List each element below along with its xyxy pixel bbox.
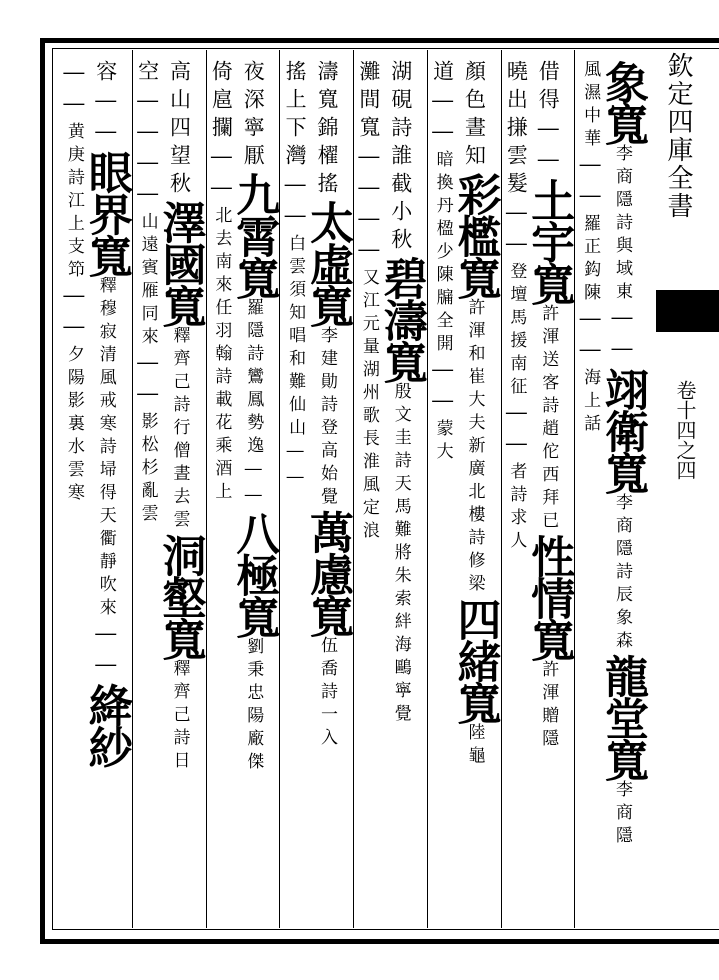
verse-text: 濤寬錦櫂搖 (315, 60, 339, 200)
verse-text: 夜深寧厭 (241, 60, 266, 172)
text-column (428, 60, 463, 920)
entry-heading: 眼界寬 (80, 150, 132, 276)
column-rule (279, 50, 280, 928)
citation-text: 李建勛詩登高始覺 (317, 326, 337, 510)
entry-heading: 洞壑寬 (154, 533, 206, 659)
citation-text: 李商隱詩與域東 (612, 144, 632, 305)
entry-heading: 萬慮寬 (302, 510, 353, 636)
text-column (280, 60, 315, 920)
column-rule (206, 50, 207, 928)
verse-text: 顏色晝知 (462, 60, 487, 172)
text-column (302, 60, 353, 920)
verse-text: 搖上下灣 (283, 60, 308, 172)
text-column (575, 60, 610, 920)
entry-heading: 八極寬 (228, 511, 280, 637)
verse-text: ―― (283, 172, 308, 234)
citation-text: 伍喬詩一入 (317, 636, 337, 751)
citation-text: 夕陽影裏水雲寒 (63, 345, 84, 506)
column-rule (427, 50, 428, 928)
citation-text: 白雲須知唱和難 (285, 234, 306, 395)
verse-text: ―― (578, 152, 603, 214)
verse-text: 高山四望秋 (167, 60, 192, 200)
verse-text: 倚扈攔 (209, 60, 234, 144)
entry-heading: 九霄寬 (228, 172, 280, 298)
entry-heading: 碧濤寬 (375, 256, 427, 382)
text-column (523, 60, 575, 920)
entry-heading: 太虛寬 (302, 200, 353, 326)
citation-text: 釋穆寂清風戒寒詩埽得天衢靜吹來 (95, 276, 116, 621)
verse-text: ―― (61, 283, 86, 345)
verse-text: ―― (135, 150, 160, 212)
citation-text: 許渾和崔大夫新廣北樓詩修梁 (464, 298, 485, 597)
verse-text: ―― (610, 305, 634, 367)
verse-text: ―― (209, 144, 234, 206)
verse-text: 容―― (93, 60, 118, 150)
citation-text: 者詩求人 (506, 462, 527, 554)
citation-text: 李商隱詩辰象森 (612, 493, 632, 654)
citation-text: 仙山―― (285, 395, 306, 493)
entry-heading: 四緒寬 (449, 597, 501, 723)
entry-heading: 性情寬 (523, 534, 575, 660)
margin-book-title: 欽定四庫全書 (663, 52, 693, 220)
citation-text: 北去南來任羽翰 (211, 206, 232, 367)
text-column (597, 60, 648, 920)
citation-text: 羅隱詩鸞鳳勢逸―― (243, 298, 264, 511)
verse-text: ―― (61, 60, 86, 122)
verse-text: 曉出搛雲髮 (504, 60, 529, 200)
entry-heading: 彩檻寬 (449, 172, 501, 298)
column-rule (353, 50, 354, 928)
verse-text: 灘間寬―― (356, 60, 381, 206)
entry-heading: 土宇寬 (523, 178, 575, 304)
verse-text: ―― (430, 357, 455, 419)
citation-text: 釋齊己詩日 (169, 659, 190, 774)
verse-text: ―― (504, 200, 529, 262)
entry-heading: 絳紗 (80, 683, 132, 767)
citation-text: 殷文圭詩天馬難將朱索絆海鷗寧覺 (390, 382, 411, 727)
margin-fishtail-band (656, 290, 719, 332)
verse-text: 道―― (430, 60, 455, 150)
entry-heading: 翊衛寬 (597, 367, 648, 493)
citation-text: 海上話 (580, 368, 601, 437)
text-column (354, 60, 389, 920)
margin-juan-label: 卷十四之四 (673, 380, 697, 480)
citation-text: 山遠賓雁同來 (137, 212, 158, 350)
citation-text: 李商隱 (612, 780, 632, 849)
citation-text: 風濕中華 (580, 60, 601, 152)
entry-heading: 象寬 (597, 60, 648, 144)
citation-text: 暗換丹楹少陳牖全開 (432, 150, 453, 357)
text-column (375, 60, 427, 920)
column-rule (574, 50, 575, 928)
citation-text: 蒙大 (432, 419, 453, 465)
entry-heading: 龍堂寬 (597, 654, 648, 780)
text-column (59, 60, 94, 920)
entry-heading: 澤國寬 (154, 200, 206, 326)
citation-text: 影松杉亂雲 (137, 412, 158, 527)
text-column (449, 60, 501, 920)
text-column (502, 60, 537, 920)
text-column (154, 60, 206, 920)
citation-text: 又江元量湖州歌長淮風定浪 (358, 268, 379, 544)
text-column (80, 60, 132, 920)
citation-text: 釋齊己詩行僧晝去雲 (169, 326, 190, 533)
citation-text: 羅正鈎陳 (580, 214, 601, 306)
citation-text: 陸龜 (464, 723, 485, 769)
verse-text: ―― (356, 206, 381, 268)
citation-text: 劉秉忠陽廠傑 (243, 637, 264, 775)
text-column (133, 60, 168, 920)
verse-text: ―― (135, 350, 160, 412)
verse-text: 空―― (135, 60, 160, 150)
verse-text: ―― (504, 400, 529, 462)
citation-text: 詩載花乘酒上 (211, 367, 232, 505)
verse-text: ―― (578, 306, 603, 368)
text-column (228, 60, 280, 920)
citation-text: 許渾送客詩趙佗西拜已 (538, 304, 559, 534)
verse-text: 湖硯詩誰截小秋 (388, 60, 413, 256)
citation-text: 登壇馬援南征 (506, 262, 527, 400)
citation-text: 許渾贈隱 (538, 660, 559, 752)
verse-text: 借得―― (536, 60, 561, 178)
verse-text: ―― (93, 621, 118, 683)
text-column (207, 60, 242, 920)
citation-text: 黄庚詩江上支笻 (63, 122, 84, 283)
